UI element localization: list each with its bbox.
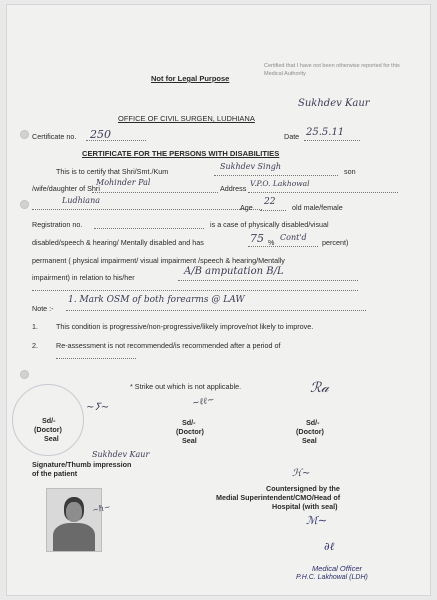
seal-2-label: Seal xyxy=(182,436,197,445)
strike-note: * Strike out which is not applicable. xyxy=(130,382,242,391)
punch-hole xyxy=(20,130,29,139)
medical-officer-label: Medical Officer xyxy=(312,564,363,573)
age-value: 22 xyxy=(264,197,276,207)
impairment-value: A/B amputation B/L xyxy=(184,266,284,277)
condition-1: This condition is progressive/non-progressive/likely improve/not likely to improve. xyxy=(56,322,314,331)
phc-label: P.H.C. Lakhowal (LDH) xyxy=(296,574,368,581)
top-right-signature: Sukhdev Kaur xyxy=(298,98,370,109)
address-label: Address xyxy=(220,184,247,193)
office-heading: OFFICE OF CIVIL SURGEN, LUDHIANA xyxy=(118,114,255,123)
son-label: son xyxy=(344,167,356,176)
seal-3-label: Seal xyxy=(302,436,317,445)
disabled-line: disabled/speech & hearing/ Mentally disabled and has xyxy=(32,238,204,247)
patient-photo xyxy=(46,488,102,552)
certificate-page xyxy=(6,4,431,596)
note-label: Note :- xyxy=(32,304,54,313)
condition-2-number: 2. xyxy=(32,341,38,350)
dotted-line xyxy=(248,192,398,193)
percent-note: Cont'd xyxy=(280,233,307,242)
person-name: Sukhdev Singh xyxy=(220,162,282,171)
dotted-line xyxy=(260,210,286,211)
punch-hole xyxy=(20,200,29,209)
medical-officer-signature: ℳ∼ xyxy=(306,514,327,527)
medical-officer-initials: ∂ℓ xyxy=(324,540,335,553)
doctor-1-signature: ∼ⵢ∼ xyxy=(86,402,110,413)
countersign-signature: ℋ∼ xyxy=(292,468,311,479)
patient-signature: Sukhdev Kaur xyxy=(92,450,150,459)
dotted-line xyxy=(178,280,358,281)
note-value: 1. Mark OSM of both forearms @ LAW xyxy=(68,295,245,305)
dotted-line xyxy=(248,246,318,247)
dotted-line xyxy=(32,209,262,210)
wife-daughter-label: /wife/daughter of Shri xyxy=(32,184,100,193)
certificate-title: CERTIFICATE FOR THE PERSONS WITH DISABILITIES xyxy=(82,149,280,158)
countersigned-line-1: Countersigned by the xyxy=(266,484,340,493)
dotted-line xyxy=(94,228,204,229)
thumb-title: Signature/Thumb impression xyxy=(32,460,132,469)
address-value: V.P.O. Lakhowal xyxy=(250,179,310,188)
dotted-line xyxy=(304,140,360,141)
father-name: Mohinder Pal xyxy=(96,178,151,187)
date-value: 25.5.11 xyxy=(306,127,345,138)
percent-label: percent) xyxy=(322,238,349,247)
dotted-line xyxy=(32,290,358,291)
percent-sign: % xyxy=(268,238,275,247)
top-right-stamp: Certified that I have not been otherwise reported for this Medical Authority xyxy=(264,63,400,77)
address-line2: Ludhiana xyxy=(62,196,100,205)
impairment-line: impairment) in relation to his/her xyxy=(32,273,135,282)
seal-1-label: Seal xyxy=(44,434,59,443)
percent-value: 75 xyxy=(250,232,264,245)
certificate-no-value: 250 xyxy=(90,128,111,141)
age-label: Age xyxy=(240,203,253,212)
doctor-2-label: (Doctor) xyxy=(176,427,204,436)
case-text: is a case of physically disabled/visual xyxy=(210,220,329,229)
registration-label: Registration no. xyxy=(32,220,83,229)
dotted-line xyxy=(214,175,338,176)
thumb-title-2: of the patient xyxy=(32,469,78,478)
date-label: Date xyxy=(284,132,300,141)
sd-2: Sd/- xyxy=(182,418,196,427)
certify-text: This is to certify that Shri/Smt./Kum xyxy=(56,167,169,176)
not-for-legal-heading: Not for Legal Purpose xyxy=(151,74,230,83)
sd-1: Sd/- xyxy=(42,416,56,425)
dotted-line xyxy=(86,140,146,141)
doctor-3-label: (Doctor) xyxy=(296,427,324,436)
doctor-1-label: (Doctor) xyxy=(34,425,62,434)
doctor-2-signature: ∼ℓℓ∼ xyxy=(191,395,216,409)
permanent-line: permanent ( physical impairment/ visual impairment /speech & hearing/Mentally xyxy=(32,256,285,265)
dotted-line xyxy=(56,358,136,359)
photo-signature: ∼ℏ∼ xyxy=(91,502,112,515)
age-suffix: old male/female xyxy=(292,203,343,212)
dotted-line xyxy=(92,192,218,193)
certificate-no-label: Certificate no. xyxy=(32,132,77,141)
sd-3: Sd/- xyxy=(306,418,320,427)
dotted-line xyxy=(66,310,366,311)
punch-hole xyxy=(20,370,29,379)
countersigned-line-3: Hospital (with seal) xyxy=(272,502,338,511)
condition-1-number: 1. xyxy=(32,322,38,331)
countersigned-line-2: Medial Superintendent/CMO/Head of xyxy=(216,493,341,502)
condition-2: Re-assessment is not recommended/is recommended after a period of xyxy=(56,341,281,350)
doctor-3-signature: ℛ𝒶 xyxy=(310,380,329,396)
